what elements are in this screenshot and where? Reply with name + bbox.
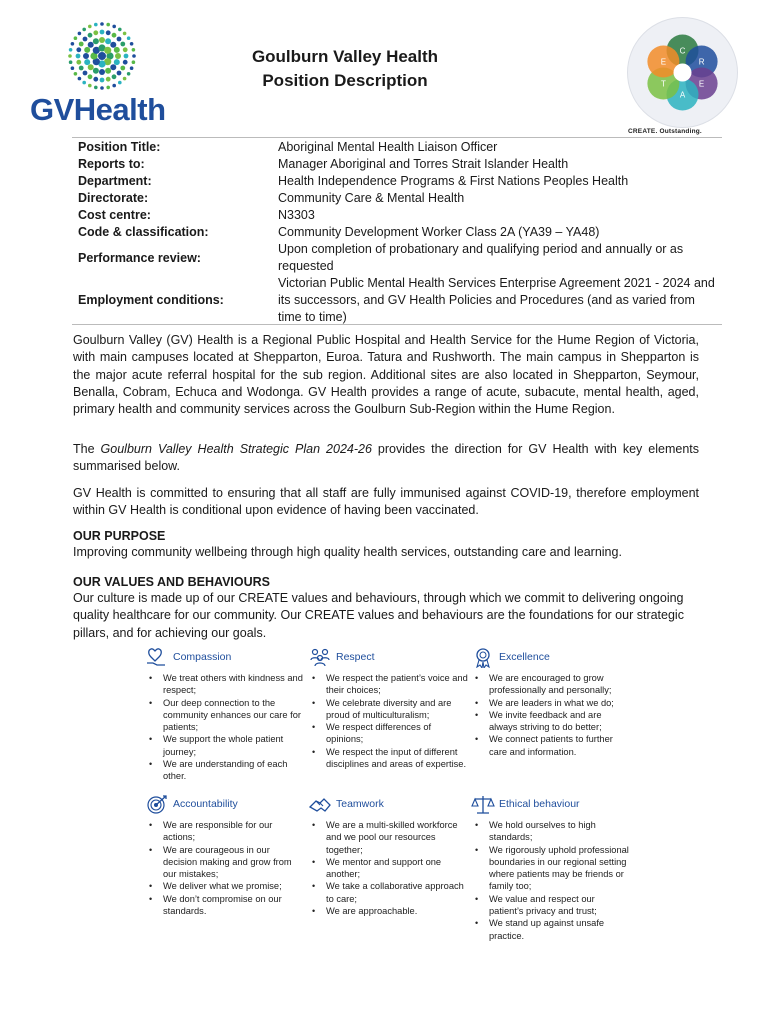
position-row-label: Position Title:	[78, 140, 161, 154]
value-behaviour: • We deliver what we promise;	[163, 880, 305, 892]
value-behaviour-list	[471, 672, 631, 758]
position-row-value: Community Development Worker Class 2A (YA39 – YA48)	[278, 225, 600, 239]
svg-text:R: R	[698, 57, 705, 67]
value-behaviour: • We respect the input of different disciplines and areas of expertise.	[326, 746, 468, 771]
position-row	[78, 224, 718, 241]
value-behaviour-list	[471, 819, 631, 942]
divider	[72, 324, 722, 325]
position-row-label: Directorate:	[78, 191, 149, 205]
value-behaviour: • We are approachable.	[326, 905, 468, 917]
position-row-label: Cost centre:	[78, 208, 151, 222]
title-document-type: Position Description	[262, 71, 428, 90]
value-card-header	[471, 793, 631, 815]
position-row	[78, 139, 718, 156]
position-row	[78, 190, 718, 207]
divider	[72, 137, 722, 138]
position-row-label: Department:	[78, 174, 152, 188]
people-icon	[308, 646, 332, 668]
value-title: Compassion	[173, 650, 232, 663]
position-row-label: Reports to:	[78, 157, 145, 171]
svg-text:C: C	[679, 46, 686, 56]
value-behaviour: • We mentor and support one another;	[326, 856, 468, 881]
position-row-label: Code & classification:	[78, 225, 209, 239]
position-details-table	[78, 139, 718, 326]
value-behaviour: • We are courageous in our decision making and grow from our mistakes;	[163, 844, 305, 881]
value-card-header	[145, 646, 305, 668]
value-behaviour: • We celebrate diversity and are proud of multiculturalism;	[326, 697, 468, 722]
position-row-value: Aboriginal Mental Health Liaison Officer	[278, 140, 498, 154]
value-behaviour: • We respect differences of opinions;	[326, 721, 468, 746]
strategic-plan-paragraph: The Goulburn Valley Health Strategic Plan 2024-26 provides the direction for GV Health with key elements summarised below.	[73, 442, 699, 474]
value-title: Teamwork	[336, 797, 384, 810]
value-title: Accountability	[173, 797, 238, 810]
position-row-value: N3303	[278, 208, 315, 222]
purpose-text: Improving community wellbeing through high quality health services, outstanding care and learning.	[73, 545, 622, 559]
value-behaviour: • We treat others with kindness and respect;	[163, 672, 305, 697]
value-behaviour: • We rigorously uphold professional boundaries in our regional setting where patients may be friends or family too;	[489, 844, 631, 893]
create-values-wheel	[625, 15, 740, 130]
intro-paragraph: Goulburn Valley (GV) Health is a Regional Public Hospital and Health Service for the Hume Region of Victoria, with main campuses located at Shepparton, Euroa. Tatura and Rushworth. The main campus in Shepparton is the major acute referral hospital for the sub region. Additional sites are also located in Shepparton, Seymour, Benalla, Cobram, Echuca and Wodonga. GV Health provides a range of acute, subacute, mental health, aged, primary health and community services across the Goulburn Sub-Region within the Hume Region.	[73, 333, 699, 417]
value-behaviour: • We take a collaborative approach to care;	[326, 880, 468, 905]
position-row	[78, 275, 718, 326]
value-behaviour: • We invite feedback and are always striving to do better;	[489, 709, 631, 734]
values-text: Our culture is made up of our CREATE values and behaviours, through which we commit to delivering ongoing quality healthcare for our community. Our CREATE values and behaviours are the foundations for our strategic pillars, and for achieving our goals.	[73, 591, 684, 640]
position-row-label: Performance review:	[78, 250, 201, 265]
value-behaviour: • We don’t compromise on our standards.	[163, 893, 305, 918]
value-card-respect	[308, 646, 468, 770]
values-heading: OUR VALUES AND BEHAVIOURS	[73, 575, 271, 589]
value-behaviour: • We support the whole patient journey;	[163, 733, 305, 758]
value-behaviour-list	[308, 819, 468, 917]
position-row	[78, 241, 718, 275]
value-card-header	[308, 793, 468, 815]
value-behaviour: • We are responsible for our actions;	[163, 819, 305, 844]
value-title: Excellence	[499, 650, 550, 663]
wheel-caption: CREATE. Outstanding.	[628, 128, 702, 135]
value-card-header	[308, 646, 468, 668]
position-row-value: Upon completion of probationary and qualifying period and annually or as requested	[278, 242, 684, 273]
position-row-value: Victorian Public Mental Health Services Enterprise Agreement 2021 - 2024 and its successors, and GV Health Policies and Procedures (and as varied from time to time)	[278, 276, 715, 324]
value-behaviour: • We connect patients to further care and information.	[489, 733, 631, 758]
position-row-value: Community Care & Mental Health	[278, 191, 465, 205]
logo-wordmark: GVHealth	[30, 92, 166, 127]
value-card-header	[145, 793, 305, 815]
value-behaviour-list	[308, 672, 468, 770]
svg-text:T: T	[660, 79, 666, 89]
position-row	[78, 207, 718, 224]
position-row-label: Employment conditions:	[78, 293, 224, 307]
position-row	[78, 156, 718, 173]
value-behaviour: • We are understanding of each other.	[163, 758, 305, 783]
value-card-ethical-behaviour	[471, 793, 631, 942]
value-card-teamwork	[308, 793, 468, 917]
value-behaviour-list	[145, 819, 305, 917]
value-card-compassion	[145, 646, 305, 783]
value-behaviour: • We hold ourselves to high standards;	[489, 819, 631, 844]
svg-text:A: A	[679, 90, 686, 100]
value-behaviour: • We stand up against unsafe practice.	[489, 917, 631, 942]
purpose-heading: OUR PURPOSE	[73, 529, 166, 543]
hands-icon	[308, 793, 332, 815]
value-card-excellence	[471, 646, 631, 758]
strategic-plan-title: Goulburn Valley Health Strategic Plan 2024-26	[100, 442, 372, 456]
target-icon	[145, 793, 169, 815]
scales-icon	[471, 793, 495, 815]
vaccination-paragraph: GV Health is committed to ensuring that all staff are fully immunised against COVID-19, therefore employment within GV Health is conditional upon evidence of having been vaccinated.	[73, 486, 699, 518]
heart-hand-icon	[145, 646, 169, 668]
document-title	[215, 45, 475, 93]
value-behaviour: • We are encouraged to grow professionally and personally;	[489, 672, 631, 697]
value-title: Respect	[336, 650, 375, 663]
svg-text:E: E	[698, 79, 705, 89]
value-title: Ethical behaviour	[499, 797, 580, 810]
value-behaviour: • We respect the patient’s voice and their choices;	[326, 672, 468, 697]
title-organisation: Goulburn Valley Health	[251, 47, 439, 66]
value-card-header	[471, 646, 631, 668]
svg-text:E: E	[660, 57, 667, 67]
medal-icon	[471, 646, 495, 668]
position-row	[78, 173, 718, 190]
value-behaviour: • We are a multi-skilled workforce and we pool our resources together;	[326, 819, 468, 856]
value-card-accountability	[145, 793, 305, 917]
value-behaviour-list	[145, 672, 305, 783]
value-behaviour: • Our deep connection to the community enhances our care for patients;	[163, 697, 305, 734]
position-row-value: Health Independence Programs & First Nations Peoples Health	[278, 174, 629, 188]
position-row-value: Manager Aboriginal and Torres Strait Islander Health	[278, 157, 569, 171]
value-behaviour: • We value and respect our patient’s privacy and trust;	[489, 893, 631, 918]
value-behaviour: • We are leaders in what we do;	[489, 697, 631, 709]
